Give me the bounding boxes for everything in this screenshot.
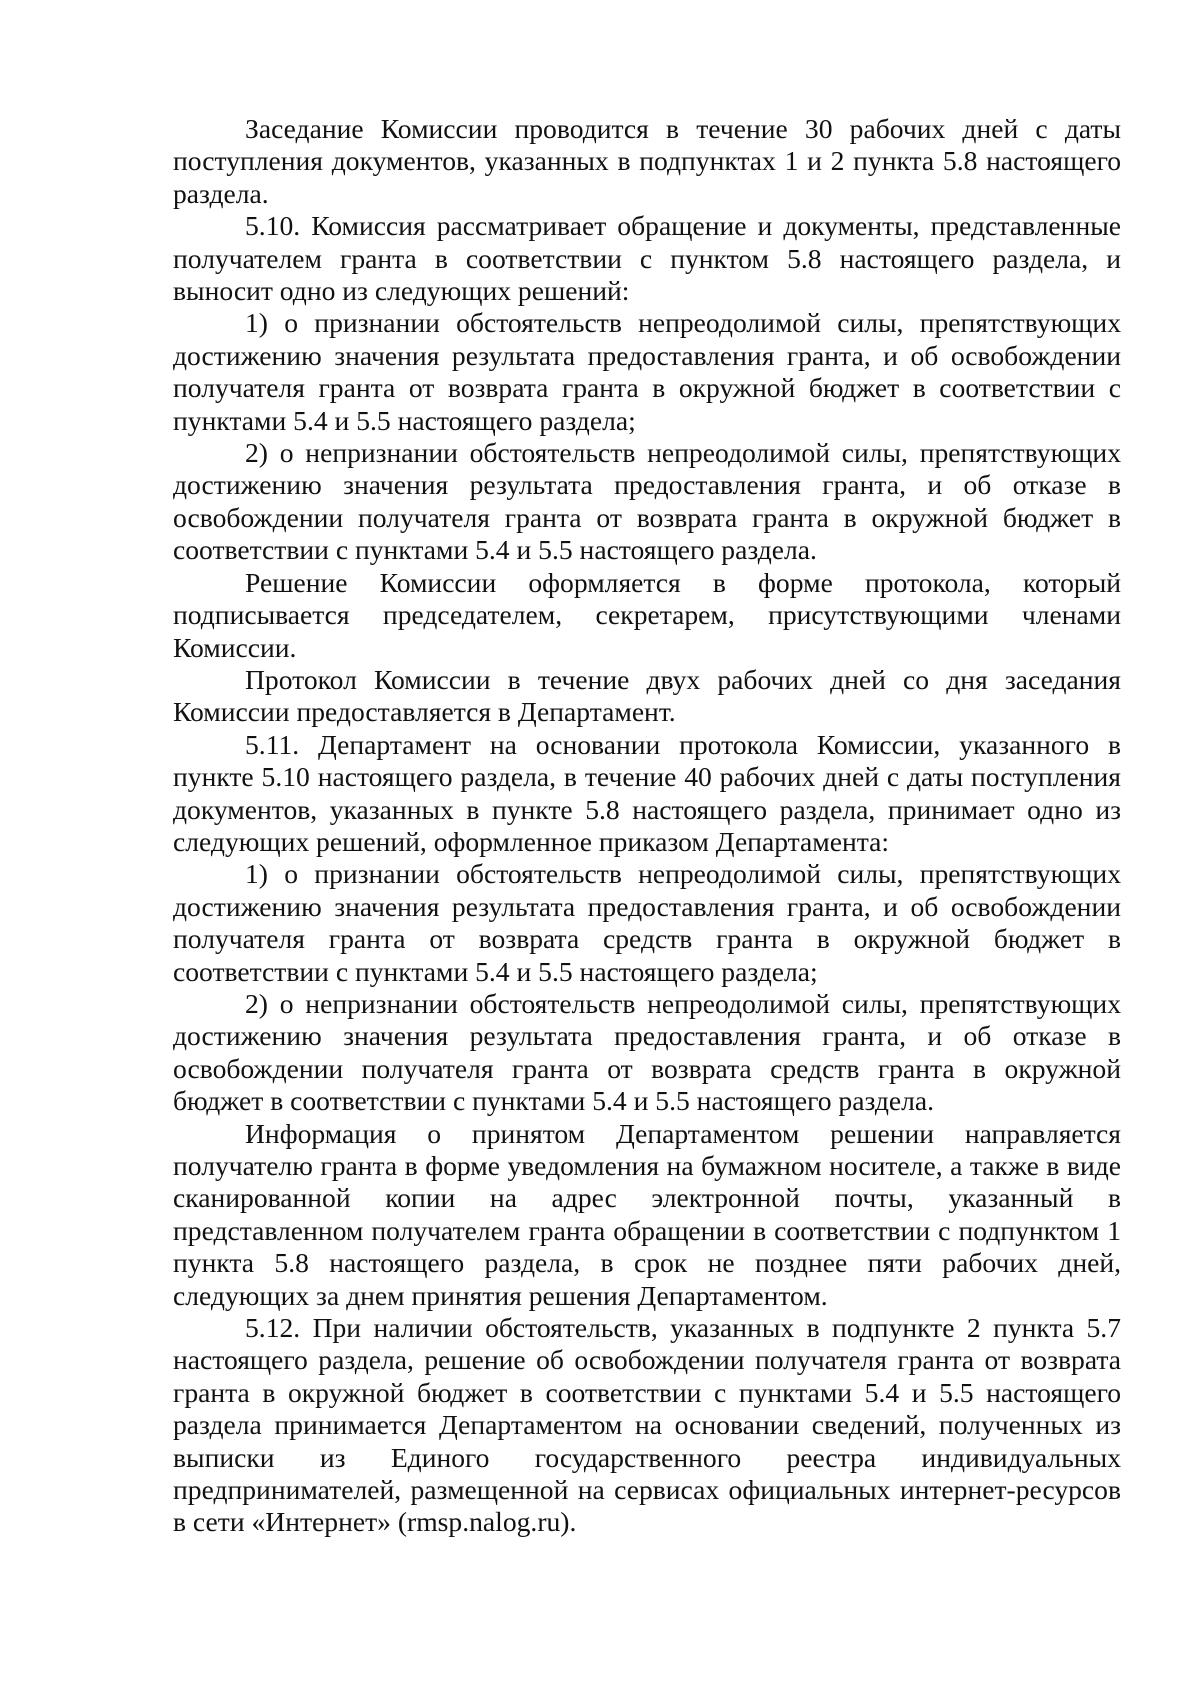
document-body (173, 113, 1121, 1539)
paragraph-commission-protocol: Протокол Комиссии в течение двух рабочих дней со дня заседания Комиссии предоставляется в Департамент. (173, 663, 1121, 728)
paragraph-commission-meeting: Заседание Комиссии проводится в течение 30 рабочих дней с даты поступления документов, указанных в подпунктах 1 и 2 пункта 5.8 настоящего раздела. (173, 113, 1121, 209)
paragraph-5-11-item-1: 1) о признании обстоятельств непреодолимой силы, препятствующих достижению значения результата предоставления гранта, и об освобождении получателя гранта от возврата средств гранта в окружной бюджет в соответствии с пунктами 5.4 и 5.5 настоящего раздела; (173, 858, 1121, 987)
paragraph-5-12: 5.12. При наличии обстоятельств, указанных в подпункте 2 пункта 5.7 настоящего раздела, решение об освобождении получателя гранта от возврата гранта в окружной бюджет в соответствии с пунктами 5.4 и 5.5 настоящего раздела принимается Департаментом на основании сведений, полученных из выписки из Единого государственного реестра индивидуальных предпринимателей, размещенной на сервисах официальных интернет-ресурсов в сети «Интернет» (rmsp.nalog.ru). (173, 1312, 1121, 1538)
paragraph-decision-notification: Информация о принятом Департаментом решении направляется получателю гранта в форме уведомления на бумажном носителе, а также в виде сканированной копии на адрес электронной почты, указанный в представленном получателем гранта обращении в соответствии с подпунктом 1 пункта 5.8 настоящего раздела, в срок не позднее пяти рабочих дней, следующих за днем принятия решения Департаментом. (173, 1117, 1121, 1311)
paragraph-5-10: 5.10. Комиссия рассматривает обращение и документы, представленные получателем гранта в соответствии с пунктом 5.8 настоящего раздела, и выносит одно из следующих решений: (173, 210, 1121, 307)
paragraph-5-10-item-1: 1) о признании обстоятельств непреодолимой силы, препятствующих достижению значения результата предоставления гранта, и об освобождении получателя гранта от возврата гранта в окружной бюджет в соответствии с пунктами 5.4 и 5.5 настоящего раздела; (173, 307, 1121, 436)
paragraph-commission-decision: Решение Комиссии оформляется в форме протокола, который подписывается председателем, секретарем, присутствующими членами Комиссии. (173, 566, 1121, 663)
paragraph-5-10-item-2: 2) о непризнании обстоятельств непреодолимой силы, препятствующих достижению значения результата предоставления гранта, и об отказе в освобождении получателя гранта от возврата гранта в окружной бюджет в соответствии с пунктами 5.4 и 5.5 настоящего раздела. (173, 437, 1121, 566)
paragraph-5-11: 5.11. Департамент на основании протокола Комиссии, указанного в пункте 5.10 настоящего раздела, в течение 40 рабочих дней с даты поступления документов, указанных в пункте 5.8 настоящего раздела, принимает одно из следующих решений, оформленное приказом Департамента: (173, 728, 1121, 857)
paragraph-5-11-item-2: 2) о непризнании обстоятельств непреодолимой силы, препятствующих достижению значения результата предоставления гранта, и об отказе в освобождении получателя гранта от возврата средств гранта в окружной бюджет в соответствии с пунктами 5.4 и 5.5 настоящего раздела. (173, 987, 1121, 1117)
